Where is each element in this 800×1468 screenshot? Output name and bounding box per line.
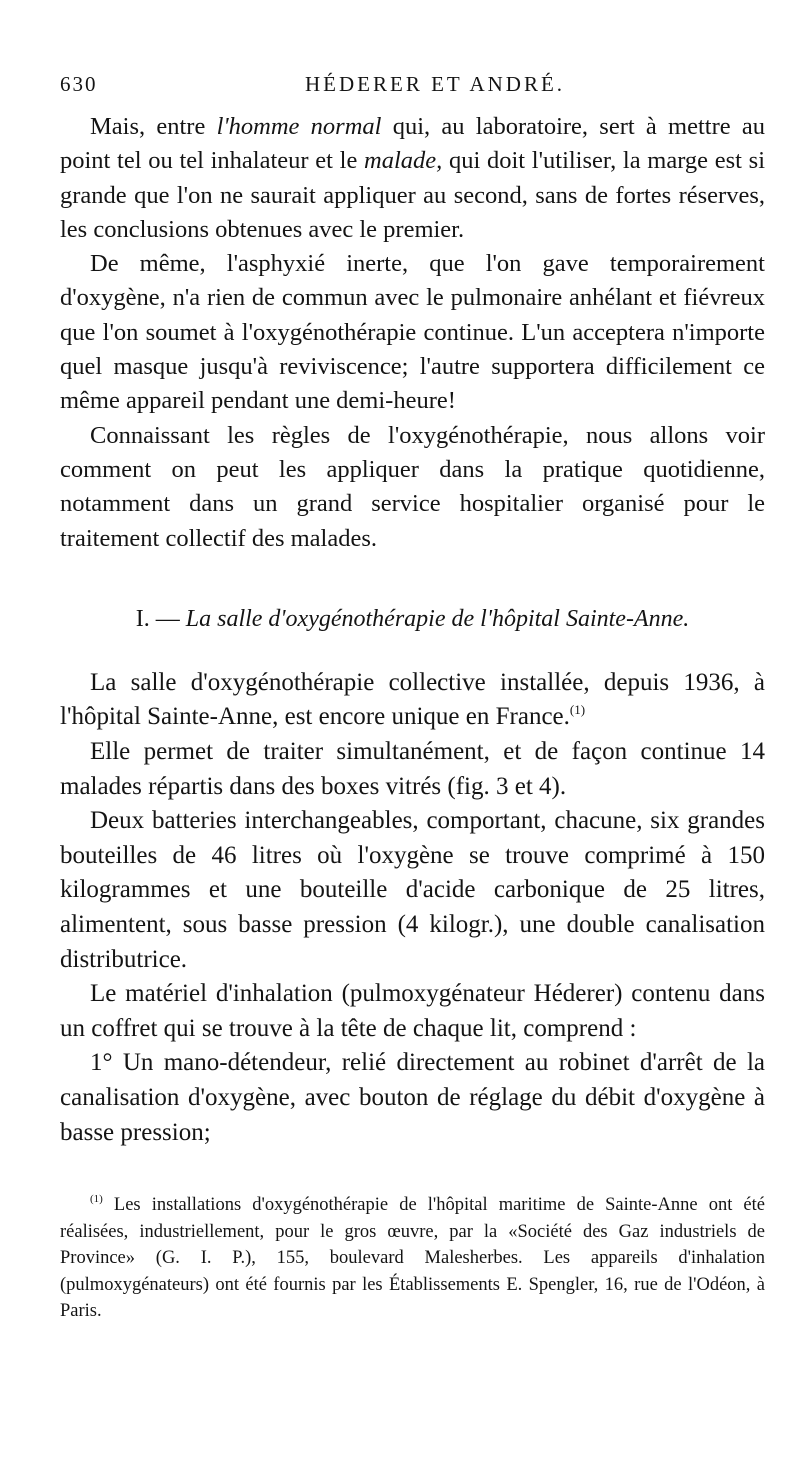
- book-page: [60, 72, 765, 1325]
- paragraph: Le matériel d'inhalation (pulmoxygénateur Héderer) contenu dans un coffret qui se trouve à la tête de chaque lit, comprend :: [60, 980, 765, 1042]
- footnote-text: Les installations d'oxygénothérapie de l'hôpital maritime de Sainte-Anne ont été réalisées, industriellement, pour le gros œuvre, par la «Société des Gaz industriels de Province» (G. I. P.), 155, boulevard Malesherbes. Les appareils d'inhalation (pulmoxygénateurs) ont été fournis par les Établissements E. Spengler, 16, rue de l'Odéon, à Paris.: [60, 1195, 765, 1322]
- paragraph: 1° Un mano-détendeur, relié directement au robinet d'arrêt de la canalisation d'oxygène, avec bouton de réglage du débit d'oxygène à basse pression;: [60, 1049, 765, 1146]
- running-head: [60, 72, 765, 110]
- paragraph: Elle permet de traiter simultanément, et de façon continue 14 malades répartis dans des boxes vitrés (fig. 3 et 4).: [60, 738, 765, 800]
- paragraph: Connaissant les règles de l'oxygénothérapie, nous allons voir comment on peut les appliquer dans la pratique quotidienne, notamment dans un grand service hospitalier organisé pour le traitement collectif des malades.: [60, 421, 765, 552]
- section-title: La salle d'oxygénothérapie de l'hôpital Sainte-Anne.: [185, 605, 690, 632]
- text-run: qui doit l'utiliser, la marge est si grande que l'on ne saurait appliquer au second, sans de fortes réserves, les conclusions obtenues avec le premier.: [60, 147, 765, 243]
- text-run: Mais, entre: [90, 113, 217, 140]
- text-run: qui, au laboratoire, sert à mettre au point tel ou tel inhalateur et le: [60, 113, 766, 175]
- paragraph: Deux batteries interchangeables, comportant, chacune, six grandes bouteilles de 46 litres où l'oxygène se trouve comprimé à 150 kilogrammes et une bouteille d'acide carbonique de 25 litres, alimentent, sous basse pression (4 kilogr.), une double canalisation distributrice.: [60, 807, 765, 973]
- intro-text: [60, 110, 765, 556]
- page-number: 630: [60, 72, 98, 96]
- footnote-paragraph: [60, 1192, 765, 1325]
- text-run: La salle d'oxygénothérapie collective installée, depuis 1936, à l'hôpital Sainte-Anne, est encore unique en France.: [60, 668, 765, 731]
- footnote: [60, 1192, 765, 1325]
- italic-term: l'homme normal: [216, 113, 382, 140]
- running-title: HÉDERER ET ANDRÉ.: [305, 72, 566, 96]
- paragraph: [60, 110, 765, 247]
- paragraph: [60, 666, 765, 735]
- section-number: I. —: [135, 605, 180, 632]
- paragraph: De même, l'asphyxié inerte, que l'on gave temporairement d'oxygène, n'a rien de commun avec le pulmonaire anhélant et fiévreux que l'on soumet à l'oxygénothérapie continue. L'un acceptera n'importe quel masque jusqu'à reviviscence; l'autre supportera difficilement ce même appareil pendant une demi-heure!: [60, 250, 765, 415]
- footnote-reference: (1): [569, 702, 586, 718]
- italic-term: malade,: [364, 147, 443, 175]
- section-text: [60, 666, 765, 1150]
- section-heading: [60, 602, 765, 636]
- footnote-marker: (1): [90, 1193, 103, 1206]
